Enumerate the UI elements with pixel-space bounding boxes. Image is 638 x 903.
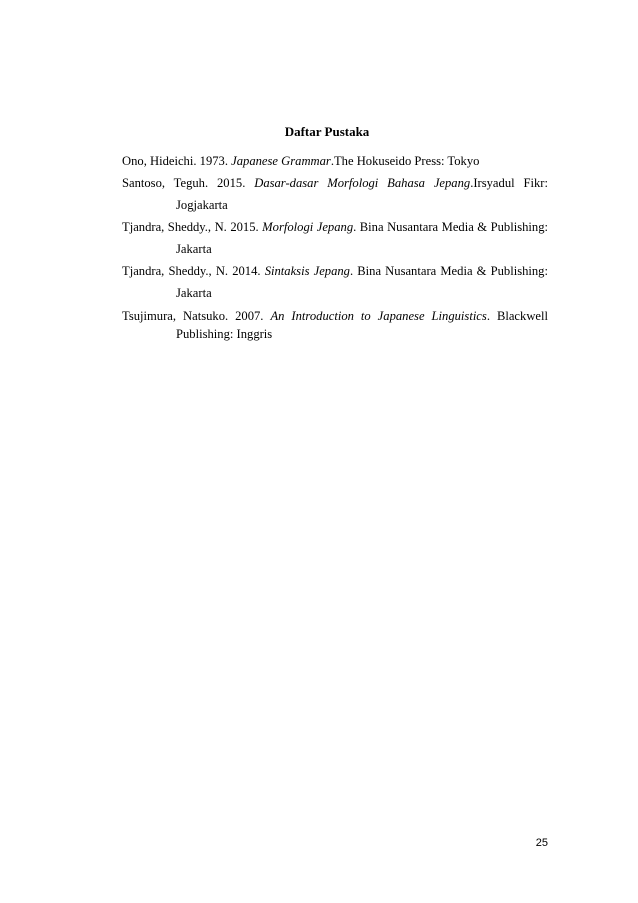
reference-publisher: . Bina Nusantara Media & Publishing: Jakarta xyxy=(176,264,548,300)
reference-publisher: .The Hokuseido Press: Tokyo xyxy=(330,154,480,168)
reference-author-year: Tjandra, Sheddy., N. 2014. xyxy=(122,264,265,278)
reference-item xyxy=(122,216,548,260)
reference-title: Morfologi Jepang xyxy=(262,220,354,234)
reference-item xyxy=(122,307,548,343)
reference-author-year: Tsujimura, Natsuko. 2007. xyxy=(122,309,271,323)
reference-title: Japanese Grammar xyxy=(231,154,331,168)
page-number: 25 xyxy=(535,837,548,849)
reference-author-year: Tjandra, Sheddy., N. 2015. xyxy=(122,220,263,234)
reference-title: Sintaksis Jepang xyxy=(264,264,350,278)
reference-publisher: . Blackwell Publishing: Inggris xyxy=(176,309,549,341)
reference-list xyxy=(122,150,548,343)
reference-publisher: .Irsyadul Fikr: Jogjakarta xyxy=(176,176,548,212)
reference-title: An Introduction to Japanese Linguistics xyxy=(270,309,487,323)
reference-item xyxy=(122,260,548,304)
reference-title: Dasar-dasar Morfologi Bahasa Jepang xyxy=(254,176,471,190)
reference-author-year: Ono, Hideichi. 1973. xyxy=(122,154,232,168)
page-title: Daftar Pustaka xyxy=(284,124,370,139)
reference-item xyxy=(122,172,548,216)
reference-author-year: Santoso, Teguh. 2015. xyxy=(122,176,255,190)
reference-item xyxy=(122,150,548,172)
reference-publisher: . Bina Nusantara Media & Publishing: Jakarta xyxy=(176,220,548,256)
